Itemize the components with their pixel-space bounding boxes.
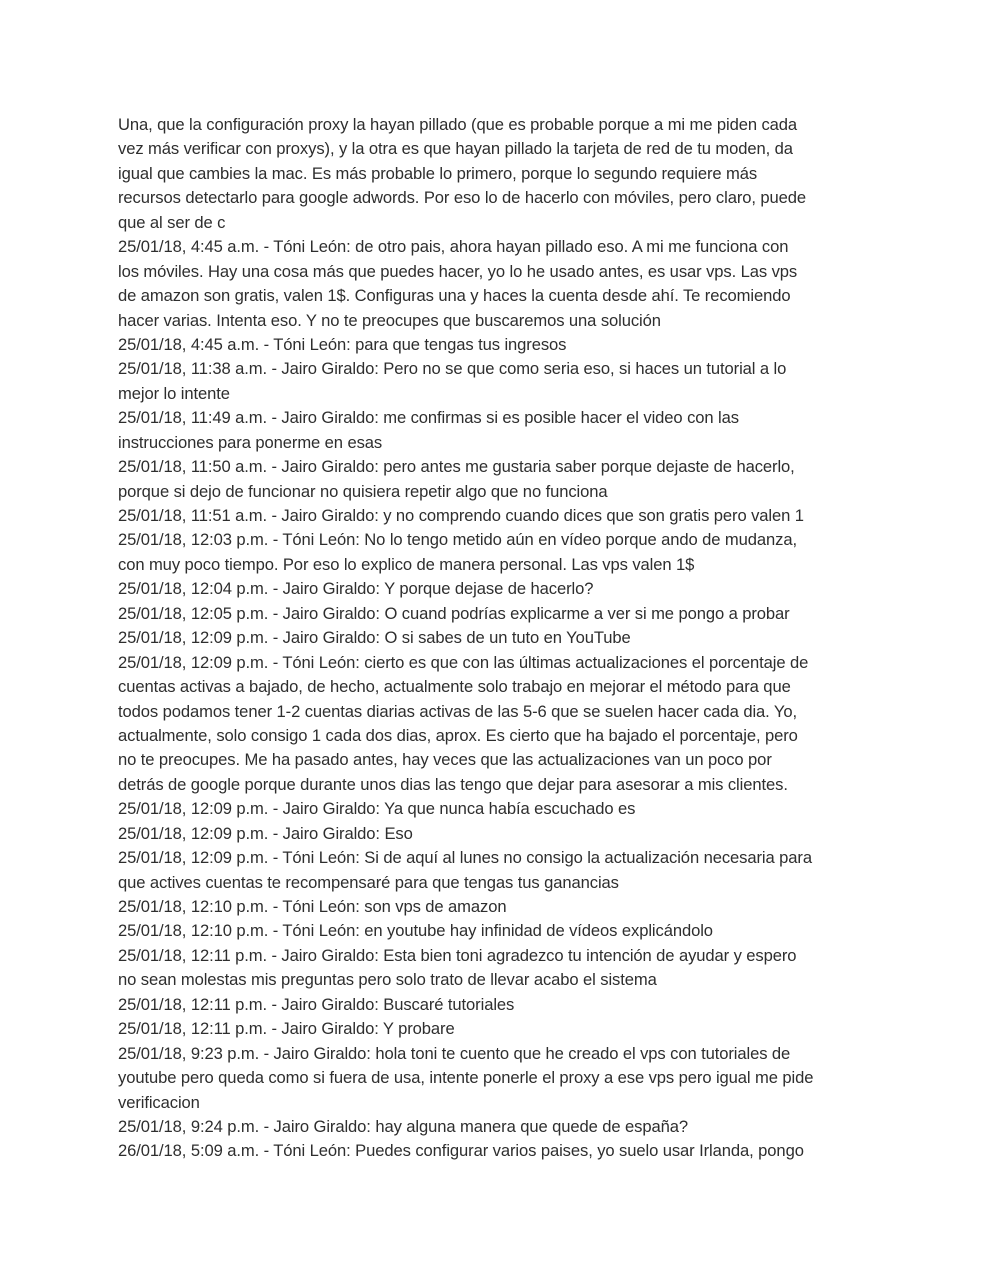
text-line: 25/01/18, 9:23 p.m. - Jairo Giraldo: hola toni te cuento que he creado el vps con tutoriales de bbox=[118, 1043, 791, 1063]
chat-transcript bbox=[118, 113, 888, 1164]
text-line: cuentas activas a bajado, de hecho, actualmente solo trabajo en mejorar el método para que bbox=[118, 677, 791, 697]
text-line: no te preocupes. Me ha pasado antes, hay veces que las actualizaciones van un poco por bbox=[118, 750, 772, 770]
text-line: 25/01/18, 4:45 a.m. - Tóni León: para que tengas tus ingresos bbox=[118, 334, 567, 354]
text-line: 25/01/18, 12:03 p.m. - Tóni León: No lo tengo metido aún en vídeo porque ando de mudanza, bbox=[118, 530, 798, 550]
text-line: vez más verificar con proxys), y la otra es que hayan pillado la tarjeta de red de tu moden, da bbox=[118, 139, 793, 159]
text-line: detrás de google porque durante unos dias las tengo que dejar para asesorar a mis clientes. bbox=[118, 774, 788, 794]
text-line: 25/01/18, 11:50 a.m. - Jairo Giraldo: pero antes me gustaria saber porque dejaste de hacerlo, bbox=[118, 457, 795, 477]
text-line: 25/01/18, 4:45 a.m. - Tóni León: de otro pais, ahora hayan pillado eso. A mi me funciona con bbox=[118, 237, 789, 257]
text-line: instrucciones para ponerme en esas bbox=[118, 432, 383, 452]
text-line: igual que cambies la mac. Es más probable lo primero, porque lo segundo requiere más bbox=[118, 163, 758, 183]
text-line: de amazon son gratis, valen 1$. Configuras una y haces la cuenta desde ahí. Te recomiendo bbox=[118, 286, 791, 306]
text-line: 25/01/18, 12:09 p.m. - Jairo Giraldo: O si sabes de un tuto en YouTube bbox=[118, 628, 631, 648]
text-line: 25/01/18, 12:11 p.m. - Jairo Giraldo: Buscaré tutoriales bbox=[118, 994, 515, 1014]
text-line: 26/01/18, 5:09 a.m. - Tóni León: Puedes configurar varios paises, yo suelo usar Irlanda, pongo bbox=[118, 1141, 804, 1161]
text-line: los móviles. Hay una cosa más que puedes hacer, yo lo he usado antes, es usar vps. Las vps bbox=[118, 261, 798, 281]
text-line: 25/01/18, 11:51 a.m. - Jairo Giraldo: y no comprendo cuando dices que son gratis pero valen 1 bbox=[118, 506, 804, 525]
text-line: 25/01/18, 12:11 p.m. - Jairo Giraldo: Y probare bbox=[118, 1019, 455, 1039]
text-line: actualmente, solo consigo 1 cada dos dias, aprox. Es cierto que ha bajado el porcentaje, pero bbox=[118, 725, 798, 745]
text-line: 25/01/18, 12:10 p.m. - Tóni León: en youtube hay infinidad de vídeos explicándolo bbox=[118, 921, 713, 941]
text-line: 25/01/18, 11:38 a.m. - Jairo Giraldo: Pero no se que como seria eso, si haces un tutorial a lo bbox=[118, 359, 787, 379]
text-line: 25/01/18, 12:11 p.m. - Jairo Giraldo: Esta bien toni agradezco tu intención de ayudar y espero bbox=[118, 945, 797, 965]
text-line: 25/01/18, 12:09 p.m. - Jairo Giraldo: Eso bbox=[118, 823, 413, 843]
text-line: mejor lo intente bbox=[118, 383, 230, 403]
text-line: recursos detectarlo para google adwords. Por eso lo de hacerlo con móviles, pero claro, puede bbox=[118, 188, 807, 208]
text-line: verificacion bbox=[118, 1092, 200, 1112]
text-line: 25/01/18, 12:09 p.m. - Tóni León: cierto es que con las últimas actualizaciones el porcentaje de bbox=[118, 652, 809, 672]
text-line: 25/01/18, 12:10 p.m. - Tóni León: son vps de amazon bbox=[118, 897, 507, 916]
text-line: 25/01/18, 11:49 a.m. - Jairo Giraldo: me confirmas si es posible hacer el video con las bbox=[118, 408, 739, 428]
text-line: Una, que la configuración proxy la hayan pillado (que es probable porque a mi me piden cada bbox=[118, 115, 798, 134]
text-line: 25/01/18, 12:05 p.m. - Jairo Giraldo: O cuand podrías explicarme a ver si me pongo a probar bbox=[118, 603, 790, 623]
text-line: con muy poco tiempo. Por eso lo explico de manera personal. Las vps valen 1$ bbox=[118, 554, 695, 574]
text-line: que actives cuentas te recompensaré para que tengas tus ganancias bbox=[118, 872, 619, 892]
text-line: hacer varias. Intenta eso. Y no te preocupes que buscaremos una solución bbox=[118, 310, 661, 330]
text-line: porque si dejo de funcionar no quisiera repetir algo que no funciona bbox=[118, 481, 608, 501]
text-line: 25/01/18, 12:04 p.m. - Jairo Giraldo: Y porque dejase de hacerlo? bbox=[118, 579, 594, 599]
text-line: no sean molestas mis preguntas pero solo trato de llevar acabo el sistema bbox=[118, 970, 657, 990]
text-line: 25/01/18, 12:09 p.m. - Tóni León: Si de aquí al lunes no consigo la actualización necesaria para bbox=[118, 848, 812, 868]
text-line: 25/01/18, 9:24 p.m. - Jairo Giraldo: hay alguna manera que quede de españa? bbox=[118, 1116, 688, 1136]
text-line: 25/01/18, 12:09 p.m. - Jairo Giraldo: Ya que nunca había escuchado es bbox=[118, 799, 636, 819]
text-line: youtube pero queda como si fuera de usa, intente ponerle el proxy a ese vps pero igual me pide bbox=[118, 1068, 814, 1088]
text-line: todos podamos tener 1-2 cuentas diarias activas de las 5-6 que se suelen hacer cada dia. Yo, bbox=[118, 701, 797, 721]
text-line: que al ser de c bbox=[118, 212, 226, 232]
